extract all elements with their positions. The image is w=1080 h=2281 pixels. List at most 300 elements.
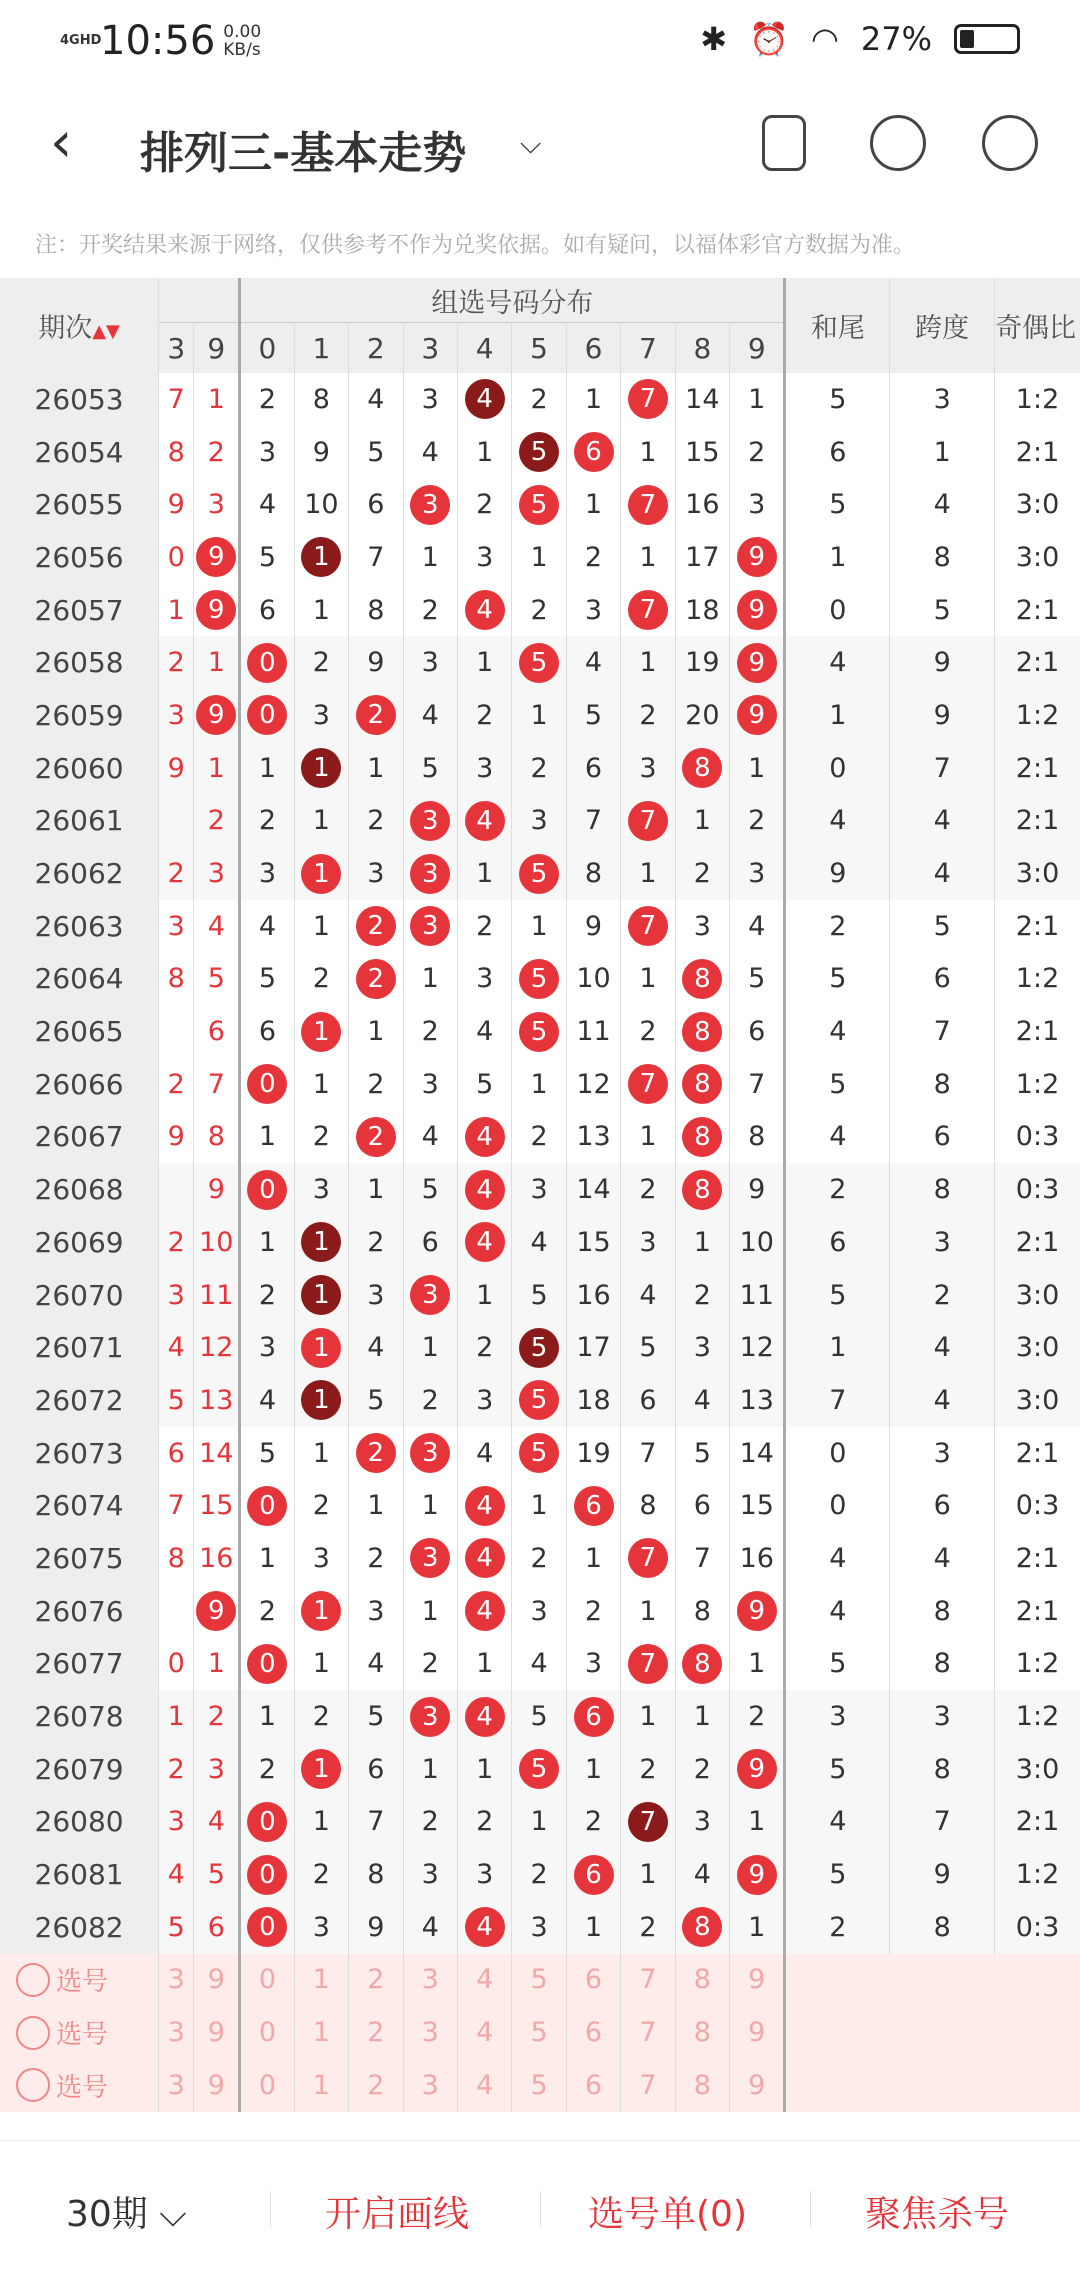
pick-digit-0[interactable]: 0 xyxy=(240,1954,294,2007)
number-ball: 9 xyxy=(196,695,236,735)
digit-cell: 1 xyxy=(294,795,348,848)
number-ball: 0 xyxy=(247,1064,287,1104)
digit-cell xyxy=(403,847,457,900)
digit-cell: 1 xyxy=(403,1585,457,1638)
digit-cell xyxy=(512,478,566,531)
digit-cell: 9 xyxy=(566,900,620,953)
nine-cell: 5 xyxy=(194,953,240,1006)
digit-cell: 1 xyxy=(457,1638,511,1691)
radio-circle-icon[interactable] xyxy=(16,1963,50,1997)
nine-cell: 1 xyxy=(194,636,240,689)
net-speed: 0.00 KB/s xyxy=(223,22,262,60)
pick-digit-5[interactable]: 5 xyxy=(512,1954,566,2007)
digit-cell xyxy=(240,636,294,689)
span-cell: 3 xyxy=(890,1690,995,1743)
number-ball: 4 xyxy=(465,1486,505,1526)
number-ball: 4 xyxy=(465,801,505,841)
span-cell: 4 xyxy=(890,847,995,900)
digit-cell: 2 xyxy=(621,1901,675,1954)
clock: 10:56 xyxy=(100,18,216,64)
number-ball: 0 xyxy=(247,1907,287,1947)
focus-kill-button[interactable]: 聚焦杀号 xyxy=(865,2194,1010,2235)
digit-cell xyxy=(512,1321,566,1374)
pick-digit-1[interactable]: 1 xyxy=(294,1954,348,2007)
nine-cell: 1 xyxy=(194,373,240,426)
digit-cell xyxy=(675,953,729,1006)
pick-tens[interactable]: 3 xyxy=(159,1954,194,2007)
tens-cell: 1 xyxy=(159,1690,194,1743)
pick-digit-3[interactable]: 3 xyxy=(403,2006,457,2059)
number-ball: 1 xyxy=(301,854,341,894)
odd-even-cell: 3:0 xyxy=(995,847,1080,900)
digit-cell: 15 xyxy=(675,426,729,479)
sum-tail-cell: 6 xyxy=(785,426,890,479)
digit-cell: 1 xyxy=(730,1901,785,1954)
digit-cell: 12 xyxy=(730,1321,785,1374)
digit-cell: 5 xyxy=(512,1690,566,1743)
digit-cell: 1 xyxy=(512,1058,566,1111)
period-cell: 26058 xyxy=(0,636,159,689)
digit-cell: 3 xyxy=(457,742,511,795)
number-ball: 4 xyxy=(465,379,505,419)
digit-cell: 1 xyxy=(512,900,566,953)
chevron-down-icon[interactable]: ⌵ xyxy=(520,127,542,160)
nine-cell: 3 xyxy=(194,478,240,531)
digit-header-2: 2 xyxy=(349,323,403,374)
pick-digit-9[interactable]: 9 xyxy=(730,1954,785,2007)
digit-cell xyxy=(621,900,675,953)
sum-tail-cell: 1 xyxy=(785,531,890,584)
number-ball: 3 xyxy=(410,906,450,946)
digit-cell: 1 xyxy=(349,1479,403,1532)
draw-line-button[interactable]: 开启画线 xyxy=(325,2194,470,2235)
digit-cell xyxy=(512,953,566,1006)
pick-nine[interactable]: 9 xyxy=(194,2059,240,2112)
pick-nine[interactable]: 9 xyxy=(194,1954,240,2007)
digit-cell xyxy=(457,1479,511,1532)
digit-header-8: 8 xyxy=(675,323,729,374)
odd-even-cell: 3:0 xyxy=(995,478,1080,531)
digit-cell: 7 xyxy=(566,795,620,848)
pick-digit-3[interactable]: 3 xyxy=(403,1954,457,2007)
digit-cell xyxy=(512,1743,566,1796)
digit-cell: 3 xyxy=(349,1269,403,1322)
span-cell: 4 xyxy=(890,478,995,531)
pick-digit-7[interactable]: 7 xyxy=(621,2006,675,2059)
digit-cell xyxy=(730,1848,785,1901)
number-ball: 3 xyxy=(410,485,450,525)
digit-cell xyxy=(621,1058,675,1111)
digit-cell: 3 xyxy=(349,1585,403,1638)
span-cell: 6 xyxy=(890,1111,995,1164)
number-ball: 4 xyxy=(465,1170,505,1210)
digit-cell: 1 xyxy=(349,1163,403,1216)
digit-cell xyxy=(294,1321,348,1374)
number-ball: 6 xyxy=(574,1486,614,1526)
digit-cell xyxy=(294,1216,348,1269)
digit-cell: 9 xyxy=(349,1901,403,1954)
odd-even-cell: 2:1 xyxy=(995,1585,1080,1638)
digit-cell xyxy=(566,1690,620,1743)
digit-cell: 2 xyxy=(403,1796,457,1849)
sum-tail-cell: 4 xyxy=(785,1111,890,1164)
digit-cell: 2 xyxy=(403,1374,457,1427)
digit-cell: 13 xyxy=(566,1111,620,1164)
number-ball: 1 xyxy=(301,1380,341,1420)
digit-cell: 3 xyxy=(675,900,729,953)
number-ball: 4 xyxy=(465,1117,505,1157)
pick-digit-2[interactable]: 2 xyxy=(349,2006,403,2059)
span-cell: 5 xyxy=(890,584,995,637)
digit-cell: 6 xyxy=(403,1216,457,1269)
number-ball: 0 xyxy=(247,1170,287,1210)
digit-cell xyxy=(512,1427,566,1480)
back-icon[interactable]: ‹ xyxy=(50,110,73,175)
sum-tail-cell: 1 xyxy=(785,1321,890,1374)
digit-cell xyxy=(512,847,566,900)
sum-tail-cell: 4 xyxy=(785,1005,890,1058)
period-select[interactable]: 30期 ⌵ xyxy=(66,2194,187,2235)
digit-cell: 6 xyxy=(621,1374,675,1427)
pick-digit-2[interactable]: 2 xyxy=(349,2059,403,2112)
number-ball: 9 xyxy=(196,590,236,630)
sum-tail-cell: 4 xyxy=(785,1532,890,1585)
digit-cell: 1 xyxy=(730,1796,785,1849)
number-ball: 8 xyxy=(682,1644,722,1684)
digit-cell xyxy=(730,1743,785,1796)
digit-cell: 4 xyxy=(675,1374,729,1427)
share-icon[interactable] xyxy=(870,115,926,171)
table-row xyxy=(0,1848,1080,1901)
digit-cell xyxy=(621,1532,675,1585)
digit-cell xyxy=(621,1638,675,1691)
title-bar xyxy=(0,95,1080,195)
pick-digit-8[interactable]: 8 xyxy=(675,1954,729,2007)
table-row xyxy=(0,1216,1080,1269)
tens-cell: 7 xyxy=(159,373,194,426)
nine-cell: 2 xyxy=(194,1690,240,1743)
pick-tens[interactable]: 3 xyxy=(159,2059,194,2112)
tens-cell: 2 xyxy=(159,847,194,900)
nine-cell: 13 xyxy=(194,1374,240,1427)
digit-cell xyxy=(621,1796,675,1849)
digit-cell xyxy=(730,1585,785,1638)
number-ball: 1 xyxy=(301,537,341,577)
pick-digit-5[interactable]: 5 xyxy=(512,2006,566,2059)
pick-digit-8[interactable]: 8 xyxy=(675,2006,729,2059)
digit-cell: 17 xyxy=(566,1321,620,1374)
period-cell: 26082 xyxy=(0,1901,159,1954)
sum-tail-cell: 2 xyxy=(785,1901,890,1954)
number-ball: 6 xyxy=(574,432,614,472)
settings-icon[interactable] xyxy=(982,115,1038,171)
sum-tail-cell: 3 xyxy=(785,1690,890,1743)
digit-cell: 1 xyxy=(512,531,566,584)
digit-cell xyxy=(512,426,566,479)
nine-cell: 2 xyxy=(194,795,240,848)
digit-cell: 3 xyxy=(512,1163,566,1216)
digit-cell: 1 xyxy=(675,1690,729,1743)
digit-header-9: 9 xyxy=(730,323,785,374)
digit-cell: 1 xyxy=(566,1901,620,1954)
span-cell: 4 xyxy=(890,795,995,848)
digit-cell: 2 xyxy=(512,373,566,426)
digit-cell: 2 xyxy=(349,1216,403,1269)
pick-digit-9[interactable]: 9 xyxy=(730,2059,785,2112)
period-header[interactable]: 期次▲▼ xyxy=(0,278,159,373)
span-cell: 9 xyxy=(890,636,995,689)
digit-cell: 1 xyxy=(349,1005,403,1058)
period-cell: 26076 xyxy=(0,1585,159,1638)
pick-digit-6[interactable]: 6 xyxy=(566,1954,620,2007)
table-row xyxy=(0,1638,1080,1691)
table-row xyxy=(0,1743,1080,1796)
digit-cell: 3 xyxy=(512,1901,566,1954)
tens-cell: 9 xyxy=(159,478,194,531)
digit-cell: 11 xyxy=(730,1269,785,1322)
digit-cell xyxy=(294,531,348,584)
digit-cell xyxy=(457,1690,511,1743)
pick-digit-4[interactable]: 4 xyxy=(457,2059,511,2112)
digit-cell: 2 xyxy=(240,1743,294,1796)
digit-cell: 6 xyxy=(675,1479,729,1532)
number-ball: 9 xyxy=(737,1591,777,1631)
table-row xyxy=(0,1163,1080,1216)
pick-digit-1[interactable]: 1 xyxy=(294,2006,348,2059)
pick-row[interactable] xyxy=(0,2059,1080,2112)
digit-cell: 7 xyxy=(349,1796,403,1849)
number-ball: 4 xyxy=(465,1222,505,1262)
digit-cell: 1 xyxy=(730,1638,785,1691)
number-ball: 9 xyxy=(196,1591,236,1631)
nine-cell xyxy=(194,531,240,584)
pick-cell[interactable] xyxy=(0,2059,159,2112)
number-ball: 8 xyxy=(682,748,722,788)
pick-row[interactable] xyxy=(0,1954,1080,2007)
digit-cell: 14 xyxy=(675,373,729,426)
digit-cell: 4 xyxy=(457,1427,511,1480)
number-ball: 4 xyxy=(465,1907,505,1947)
number-ball: 2 xyxy=(356,906,396,946)
period-cell: 26073 xyxy=(0,1427,159,1480)
digit-cell xyxy=(349,900,403,953)
digit-cell: 1 xyxy=(512,1479,566,1532)
digit-cell xyxy=(403,1427,457,1480)
pick-digit-2[interactable]: 2 xyxy=(349,1954,403,2007)
sum-tail-cell: 9 xyxy=(785,847,890,900)
odd-even-cell: 3:0 xyxy=(995,1743,1080,1796)
digit-cell: 8 xyxy=(621,1479,675,1532)
digit-cell: 2 xyxy=(512,1848,566,1901)
digit-cell: 2 xyxy=(730,795,785,848)
digit-cell: 1 xyxy=(240,1111,294,1164)
tens-cell: 5 xyxy=(159,1374,194,1427)
digit-cell xyxy=(240,689,294,742)
span-cell: 3 xyxy=(890,1216,995,1269)
table-row xyxy=(0,689,1080,742)
tens-cell: 9 xyxy=(159,1111,194,1164)
period-cell: 26069 xyxy=(0,1216,159,1269)
pick-blank xyxy=(785,2006,1080,2059)
number-ball: 1 xyxy=(301,1328,341,1368)
digit-cell: 3 xyxy=(403,1058,457,1111)
table-row xyxy=(0,426,1080,479)
digit-cell: 2 xyxy=(294,636,348,689)
page-title[interactable]: 排列三-基本走势 xyxy=(140,128,467,179)
digit-cell: 9 xyxy=(730,1163,785,1216)
odd-even-cell: 3:0 xyxy=(995,1374,1080,1427)
digit-cell xyxy=(457,584,511,637)
digit-cell: 17 xyxy=(675,531,729,584)
number-ball: 2 xyxy=(356,959,396,999)
digit-cell: 3 xyxy=(294,1532,348,1585)
pick-digit-4[interactable]: 4 xyxy=(457,2006,511,2059)
nine-cell: 11 xyxy=(194,1269,240,1322)
digit-cell: 2 xyxy=(512,1532,566,1585)
number-ball: 9 xyxy=(737,590,777,630)
digit-cell: 1 xyxy=(294,584,348,637)
number-ball: 9 xyxy=(737,643,777,683)
radio-circle-icon[interactable] xyxy=(16,2068,50,2102)
digit-cell xyxy=(294,1005,348,1058)
digit-cell: 1 xyxy=(403,1743,457,1796)
odd-even-cell: 2:1 xyxy=(995,1005,1080,1058)
odd-even-cell: 0:3 xyxy=(995,1163,1080,1216)
digit-cell: 2 xyxy=(403,584,457,637)
number-ball: 1 xyxy=(301,1275,341,1315)
number-ball: 1 xyxy=(301,1222,341,1262)
table-row xyxy=(0,1005,1080,1058)
pick-digit-8[interactable]: 8 xyxy=(675,2059,729,2112)
sum-tail-cell: 0 xyxy=(785,1427,890,1480)
digit-cell: 3 xyxy=(240,426,294,479)
digit-cell: 4 xyxy=(403,1901,457,1954)
digit-cell: 1 xyxy=(457,636,511,689)
sum-tail-cell: 4 xyxy=(785,795,890,848)
digit-cell: 3 xyxy=(512,795,566,848)
pick-cell[interactable] xyxy=(0,2006,159,2059)
digit-cell: 2 xyxy=(349,795,403,848)
digit-cell: 4 xyxy=(457,1005,511,1058)
alarm-icon: ⏰ xyxy=(749,20,789,58)
digit-cell: 5 xyxy=(566,689,620,742)
digit-cell: 3 xyxy=(730,478,785,531)
pick-row[interactable] xyxy=(0,2006,1080,2059)
digit-cell: 2 xyxy=(730,1690,785,1743)
digit-cell xyxy=(621,584,675,637)
digit-cell: 1 xyxy=(621,1690,675,1743)
digit-header-1: 1 xyxy=(294,323,348,374)
digit-cell: 4 xyxy=(240,1374,294,1427)
digit-cell: 2 xyxy=(621,1163,675,1216)
number-ball: 1 xyxy=(301,1749,341,1789)
number-ball: 7 xyxy=(628,1802,668,1842)
pick-nine[interactable]: 9 xyxy=(194,2006,240,2059)
rotate-screen-icon[interactable] xyxy=(762,115,806,171)
number-ball: 9 xyxy=(196,537,236,577)
digit-cell: 3 xyxy=(294,689,348,742)
digit-cell: 20 xyxy=(675,689,729,742)
number-ball: 6 xyxy=(574,1697,614,1737)
pick-digit-9[interactable]: 9 xyxy=(730,2006,785,2059)
digit-cell: 1 xyxy=(512,1796,566,1849)
table-row xyxy=(0,1374,1080,1427)
digit-cell xyxy=(349,689,403,742)
digit-cell: 3 xyxy=(457,953,511,1006)
number-ball: 5 xyxy=(519,1328,559,1368)
wifi-icon: ◠ xyxy=(810,20,839,58)
span-header: 跨度 xyxy=(890,278,995,373)
pick-digit-0[interactable]: 0 xyxy=(240,2006,294,2059)
sum-tail-cell: 4 xyxy=(785,1796,890,1849)
number-ball: 0 xyxy=(247,1644,287,1684)
number-ball: 4 xyxy=(465,1591,505,1631)
digit-cell xyxy=(457,1216,511,1269)
digit-cell: 2 xyxy=(675,1743,729,1796)
nine-cell: 10 xyxy=(194,1216,240,1269)
pick-digit-7[interactable]: 7 xyxy=(621,2059,675,2112)
radio-circle-icon[interactable] xyxy=(16,2016,50,2050)
pick-digit-4[interactable]: 4 xyxy=(457,1954,511,2007)
digit-cell: 2 xyxy=(621,1743,675,1796)
table-row xyxy=(0,1269,1080,1322)
table-row xyxy=(0,1058,1080,1111)
pick-cell[interactable] xyxy=(0,1954,159,2007)
digit-cell: 2 xyxy=(403,1005,457,1058)
pick-digit-5[interactable]: 5 xyxy=(512,2059,566,2112)
digit-cell: 9 xyxy=(349,636,403,689)
digit-header-0: 0 xyxy=(240,323,294,374)
digit-cell: 2 xyxy=(566,1796,620,1849)
group-distribution-header: 组选号码分布 xyxy=(240,278,785,323)
digit-cell: 6 xyxy=(240,1005,294,1058)
digit-cell: 1 xyxy=(349,742,403,795)
odd-even-cell: 0:3 xyxy=(995,1111,1080,1164)
digit-cell: 2 xyxy=(349,1532,403,1585)
digit-cell: 3 xyxy=(294,1163,348,1216)
digit-cell: 13 xyxy=(730,1374,785,1427)
period-cell: 26059 xyxy=(0,689,159,742)
table-row xyxy=(0,636,1080,689)
digit-cell: 6 xyxy=(730,1005,785,1058)
pick-digit-6[interactable]: 6 xyxy=(566,2006,620,2059)
pick-tens[interactable]: 3 xyxy=(159,2006,194,2059)
digit-cell: 4 xyxy=(403,1111,457,1164)
pick-digit-1[interactable]: 1 xyxy=(294,2059,348,2112)
digit-cell: 3 xyxy=(675,1321,729,1374)
odd-even-cell: 2:1 xyxy=(995,584,1080,637)
sum-tail-cell: 5 xyxy=(785,1743,890,1796)
period-cell: 26077 xyxy=(0,1638,159,1691)
span-cell: 7 xyxy=(890,1005,995,1058)
pick-list-button[interactable]: 选号单(0) xyxy=(588,2194,747,2235)
digit-cell: 5 xyxy=(349,1374,403,1427)
odd-even-cell: 2:1 xyxy=(995,1532,1080,1585)
digit-cell: 1 xyxy=(621,1111,675,1164)
span-cell: 9 xyxy=(890,1848,995,1901)
digit-cell: 1 xyxy=(621,953,675,1006)
digit-cell: 10 xyxy=(566,953,620,1006)
pick-digit-6[interactable]: 6 xyxy=(566,2059,620,2112)
pick-digit-3[interactable]: 3 xyxy=(403,2059,457,2112)
number-ball: 7 xyxy=(628,906,668,946)
pick-digit-7[interactable]: 7 xyxy=(621,1954,675,2007)
digit-cell: 3 xyxy=(457,1374,511,1427)
period-cell: 26064 xyxy=(0,953,159,1006)
pick-digit-0[interactable]: 0 xyxy=(240,2059,294,2112)
tens-cell xyxy=(159,795,194,848)
digit-cell: 1 xyxy=(621,1585,675,1638)
